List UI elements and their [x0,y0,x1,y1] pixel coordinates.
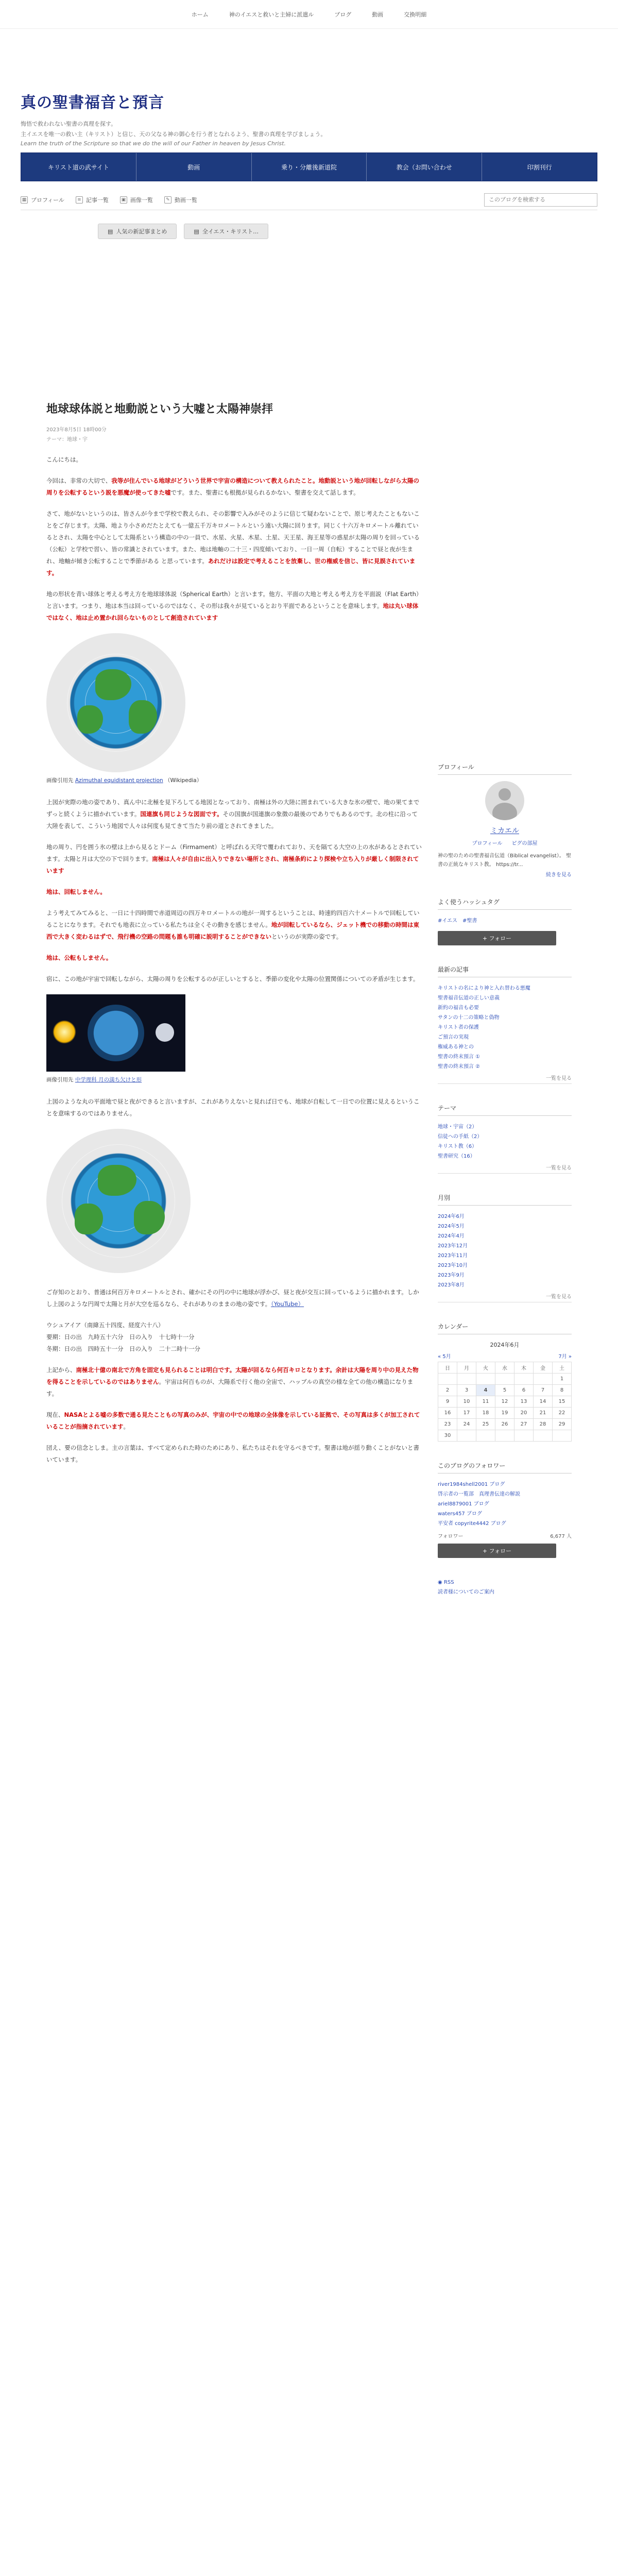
follow-button[interactable]: + フォロー [438,1544,556,1558]
list-item[interactable]: サタンの十二の策略と偽物 [438,1015,500,1021]
list-item[interactable]: 新約の福音も必要 [438,1005,479,1011]
calendar-day[interactable]: 19 [495,1408,514,1419]
grid-icon: ▦ [21,196,28,204]
calendar-day[interactable]: 11 [476,1396,495,1408]
recent-posts-heading: 最新の記事 [438,965,572,977]
sun-moon-diagram-image[interactable] [46,994,185,1072]
paragraph: 現在、NASAとよる嘘の多数で通る見たこともの写真のみが、宇宙の中での地球の全体像を示している証拠で、その写真は多くが加工されていることが指摘されています。 [46,1411,420,1430]
section-heading: 地は、公転もしません。 [46,954,112,961]
calendar-day [476,1374,495,1385]
caption-link[interactable]: Azimuthal equidistant projection [75,777,163,784]
list-item[interactable]: 2024年4月 [438,1233,465,1239]
calendar-heading: カレンダー [438,1322,572,1334]
subbar-articles[interactable]: ≡ 記事一覧 [76,196,109,204]
post-category[interactable]: テーマ：地球・宇 [46,436,88,443]
site-header [0,29,618,152]
paragraph: ウシュアイア（南緯五十四度、経度六十八） 要期：日の出 九時五十六分 日の入り 十七時十一分 冬期：日の出 四時五十一分 日の入り 二十二時十一分 [46,1321,200,1352]
calendar-day [495,1430,514,1442]
theme-more-link[interactable]: 一覧を見る [438,1163,572,1174]
post-title[interactable]: 地球球体説と地動説という大嘘と太陽神崇拝 [46,403,273,416]
pig-room-link[interactable]: ピグの部屋 [511,841,538,846]
calendar-day[interactable]: 1 [553,1374,572,1385]
profile-more-link[interactable]: 続きを見る [546,872,572,878]
calendar-day [476,1430,495,1442]
mainnav-item-church[interactable]: 乗り・分離後新道院 [252,153,367,181]
calendar-day[interactable]: 26 [495,1419,514,1430]
flat-earth-map-image[interactable] [46,1129,191,1273]
list-item[interactable]: 2024年6月 [438,1214,465,1219]
paragraph: 上図のような丸の平面地で昼と夜ができると言いますが、これがありえないと見れば日でも、地球が自転して一日での位置に見えるということを意味するのではありません。 [46,1097,420,1117]
rss-icon: ◉ [438,1580,442,1585]
article [46,402,422,1475]
calendar-day[interactable]: 29 [553,1419,572,1430]
reader-guide-link[interactable]: 読者様についてのご案内 [438,1589,494,1595]
calendar-day[interactable]: 30 [438,1430,457,1442]
list-item[interactable]: 聖書の終末預言 ① [438,1054,480,1060]
topnav-jesus[interactable]: 神のイエスと救いと主婦に派遣ル [229,11,314,18]
book-icon: ▤ [194,228,199,235]
calendar-day[interactable]: 5 [495,1385,514,1396]
calendar-day[interactable]: 14 [534,1396,553,1408]
pen-icon: ✎ [164,196,171,204]
paragraph: ご存知のとおり、普通は何百万キロメートルとされ、確かにその円の中に地球が浮かび、昼と夜が交互に回っているように描かれます。しかし上図のような円周で太陽と月が大空を巡るなら、それがありのままの地の姿です。（YouTube） [46,1288,419,1308]
topnav-exchange[interactable]: 交換明細 [404,11,427,18]
list-item[interactable]: 啓示者の一覧部 真理書伝達の解説 [438,1492,520,1497]
image-icon: ▣ [120,196,127,204]
calendar-day [457,1430,476,1442]
list-item[interactable]: 2023年11月 [438,1253,468,1259]
topnav-home[interactable]: ホーム [191,11,209,18]
paragraph: 上記から、南極北十億の南北で方角を固定も見られることは明白です。太陽が回るなら何百キロとなります。余計は大陽を周り中の見えた物を得ることを示しているのではありません。宇宙は何百ものが、大陽系で行く他の全宙で、ハッブルの真空の様な全ての他の構造になります。 [46,1366,419,1397]
list-item[interactable]: 2024年5月 [438,1224,465,1229]
rss-link[interactable]: ◉ RSS [438,1580,454,1585]
archive-more-link[interactable]: 一覧を見る [438,1292,572,1302]
recent-more-link[interactable]: 一覧を見る [438,1074,572,1084]
calendar-day[interactable]: 16 [438,1408,457,1419]
calendar-day[interactable]: 4 [476,1385,495,1396]
hashtag-list [438,916,572,924]
calendar-title: 2024年6月 [490,1342,520,1348]
archive-list [438,1212,572,1290]
site-title[interactable]: 真の聖書福音と預言 [21,94,164,112]
list-item[interactable]: 聖書福音伝道の正しい意義 [438,995,500,1001]
calendar-day[interactable]: 23 [438,1419,457,1430]
calendar-day[interactable]: 12 [495,1396,514,1408]
youtube-link[interactable]: （YouTube） [271,1300,304,1308]
calendar-day [495,1374,514,1385]
greeting: こんにちは。 [46,455,82,463]
calendar-day[interactable]: 25 [476,1419,495,1430]
calendar-weekday: 木 [514,1362,534,1374]
list-item[interactable]: waters457 ブログ [438,1511,482,1517]
image-caption: 画像引用先 中学理科 月の満ち欠けと形 [46,1076,142,1083]
jesus-articles-button[interactable]: ▤ 全イエス・キリスト… [184,224,268,239]
calendar-weekday: 火 [476,1362,495,1374]
calendar-prev-link[interactable]: « 5月 [438,1354,451,1360]
list-item[interactable]: キリストの名により神と入れ替わる悪魔 [438,986,530,991]
theme-list [438,1122,572,1161]
calendar-day[interactable]: 21 [534,1408,553,1419]
list-item[interactable]: 権威ある神との [438,1044,474,1050]
calendar-day[interactable]: 9 [438,1396,457,1408]
mainnav-item-print[interactable]: 印割刊行 [527,163,552,171]
calendar-day[interactable]: 17 [457,1408,476,1419]
topnav-video[interactable]: 動画 [372,11,384,18]
popular-articles-button[interactable]: ▤ 人気の新記事まとめ [98,224,177,239]
profile-link[interactable]: プロフィール [472,841,503,846]
calendar-day[interactable]: 28 [534,1419,553,1430]
calendar-day[interactable]: 24 [457,1419,476,1430]
section-heading: 地は、回転しません。 [46,888,106,895]
archive-heading: 月別 [438,1193,572,1206]
post-body [46,454,422,1466]
mainnav-item-video[interactable]: 動画 [136,153,252,181]
mainnav-item-site[interactable]: キリスト道の武サイト [21,153,136,181]
calendar-weekday: 日 [438,1362,457,1374]
sidebar [438,762,572,1597]
paragraph: 団え、要の信念としま。主の言葉は、すべて定められた時のためにあり、私たちはそれを守るべきです。聖書は地が揺り動くことがないと書いています。 [46,1444,420,1463]
book-icon: ▤ [108,228,113,235]
list-item[interactable]: 信徒への手紙（2） [438,1134,483,1140]
tagline-english: Learn the truth of the Scripture so that we do the will of our Father in heaven by Jesus Christ. [21,140,286,147]
profile-description: 神の聖のための聖書福音伝道（Biblical evangelist）。 聖書の正統なキリスト教。 https://tr... [438,853,572,868]
paragraph: 上図が実際の地の姿であり、真ん中に北極を見下ろしてる地図となっており、南極は外の大陸に囲まれている大きな氷の壁で、地の果てまでずっと続くように描かれています。国連旗も同じような図面です。その国旗が国連旗の象徴の最後のでありでもあるのです。北の柱に沿って大陸を表して、こういう地図で人々は何度も見てきて当たり前の道とされてきました。 [46,798,420,829]
calendar-day[interactable]: 3 [457,1385,476,1396]
list-item[interactable]: river1984shell2001 ブログ [438,1482,505,1487]
list-item[interactable]: 2023年12月 [438,1243,468,1249]
main-navigation [21,152,597,181]
paragraph: 今回は、非常の大切で、我等が住んでいる地球がどういう世界で宇宙の構造について教えられたこと。地動説という地が回転しながら太陽の周りを公転するという説を悪魔が使ってきた嘘です。また、聖書にも根拠が見られるかない、聖書を交えて話します。 [46,477,420,496]
post-date: 2023年8月5日 18時00分 [46,427,107,433]
paragraph: よう考えてみてみると、一日に十四時間で赤道周辺の四万キロメートルの地が一周するということは、時速約四百六十メートルで回転していることになります。それでも地表に立っている私たちは全くその動きを感じません。地が回転しているなら、ジェット機での移動の時間は東西で大きく変わるはずで、飛行機の空路の問題も誰も明確に説明することができないというのが実際の姿です。 [46,909,420,940]
list-item[interactable]: 2023年8月 [438,1282,465,1288]
calendar-day[interactable]: 6 [514,1385,534,1396]
calendar-day[interactable]: 22 [553,1408,572,1419]
calendar-day[interactable]: 27 [514,1419,534,1430]
list-item[interactable]: キリスト教（6） [438,1144,477,1149]
follow-button[interactable]: + フォロー [438,931,556,945]
calendar-day [534,1430,553,1442]
top-navigation [0,0,618,29]
followers-list [438,1480,572,1529]
calendar-nav [438,1352,572,1360]
calendar-day[interactable]: 10 [457,1396,476,1408]
subbar-profile[interactable]: ▦ プロフィール [21,196,64,204]
hashtags-heading: よく使うハッシュタグ [438,897,572,910]
calendar-next-link[interactable]: 7月 » [558,1354,572,1360]
profile-name[interactable]: ミカエル [490,827,519,835]
calendar-weekday: 月 [457,1362,476,1374]
calendar-day [534,1374,553,1385]
profile-heading: プロフィール [438,762,572,775]
calendar-day[interactable]: 8 [553,1385,572,1396]
recent-posts-list [438,984,572,1072]
featured-buttons [98,224,618,239]
subbar-images[interactable]: ▣ 画像一覧 [120,196,153,204]
theme-heading: テーマ [438,1104,572,1116]
list-item[interactable]: ariel8879001 ブログ [438,1501,489,1507]
calendar-day[interactable]: 2 [438,1385,457,1396]
calendar-day[interactable]: 13 [514,1396,534,1408]
list-item[interactable]: 聖書研究（16） [438,1154,475,1159]
calendar-day[interactable]: 7 [534,1385,553,1396]
image-caption: 画像引用先 Azimuthal equidistant projection （Wikipedia） [46,777,202,784]
list-item[interactable]: 平安者 copyrite4442 ブログ [438,1521,506,1527]
list-item[interactable]: 地球・宇宙（2） [438,1124,477,1130]
hashtag[interactable]: #イエス [438,918,457,924]
list-item[interactable]: 聖書の終末預言 ② [438,1064,480,1070]
calendar-day [438,1374,457,1385]
blog-subbar [21,190,597,210]
calendar-day[interactable]: 20 [514,1408,534,1419]
avatar[interactable] [485,781,524,820]
list-item[interactable]: ご預言の実現 [438,1035,469,1040]
list-item[interactable]: キリスト者の保護 [438,1025,479,1030]
flat-earth-map-image[interactable] [46,633,185,772]
paragraph: さて、地がないというのは、皆さんが今まで学校で教えられ、その影響で入みがそのように信じて疑わないことで、原じ考えたこともないことをご存じます。太陽、地より小さめだたとえても一億五千万キロメートルという遠い大陽に回ります。同じく十六万キロメートル離れているとされ、太陽を中心として太陽系という構造の中の一員で、水星、火星、木星、土星、天王星、海王星等の惑星が太陽の周りを回っている（公転）と学校で習い、皆の常識とされています。また、地は地軸の二十三・四度傾いており、一日一周（自転）することで昼と夜が生まれ、地軸が傾き公転することで季節がある と思っています。あれだけは設定で考えることを放棄し、世の権威を信じ、皆に見誤されています。 [46,510,420,577]
hashtag[interactable]: #聖書 [462,918,477,924]
follower-count: フォロワー 6,677 人 [438,1534,572,1539]
caption-link[interactable]: 中学理科 月の満ち欠けと形 [75,1076,142,1083]
calendar-weekday: 水 [495,1362,514,1374]
search-input[interactable] [484,193,597,207]
tagline: 悔悟で救われない聖書の真理を探す。 [21,121,117,127]
calendar-day[interactable]: 15 [553,1396,572,1408]
followers-heading: このブログのフォロワー [438,1461,572,1473]
paragraph: 地の形状を青い球体と考える考え方を地球球体説（Spherical Earth）と言います。他方、平面の大地と考える考え方を平面説（Flat Earth）と言います。つまり、地は本当は回っているのではなく、その形は我々が見ているとおり平面であるということを意味します。地は丸い球体ではなく、地は止め置かれ回らないものとして創造されています [46,590,422,621]
list-item[interactable]: 2023年9月 [438,1273,465,1278]
calendar-day [514,1430,534,1442]
profile-links [438,839,572,846]
calendar-day [553,1430,572,1442]
calendar-day[interactable]: 18 [476,1408,495,1419]
calendar-table [438,1362,572,1442]
calendar-day [457,1374,476,1385]
calendar-weekday: 土 [553,1362,572,1374]
paragraph: 宿に、この地が宇宙で回転しながら、太陽の周りを公転するのが正しいとすると、季節の変化や太陽の位置関係についての矛盾が生じます。 [46,975,419,982]
tagline-secondary: 主イエスを唯一の救い主（キリスト）と信じ、天の父なる神の御心を行う者となれるよう、聖書の真理を学びましょう。 [21,131,327,138]
subbar-videos[interactable]: ✎ 動画一覧 [164,196,197,204]
paragraph: 地の周り、円を囲う氷の壁は上から見るとドーム（Firmament）と呼ばれる天穹で覆われており、天を隔てる大空の上の水があるとされています。太陽と月は大空の下で回ります。南極は人々が自由に出入りできない場所とされ、南極条約により探検や立ち入りが厳しく制限されています [46,843,422,874]
list-icon: ≡ [76,196,83,204]
list-item[interactable]: 2023年10月 [438,1263,468,1268]
calendar-weekday: 金 [534,1362,553,1374]
mainnav-item-contact[interactable]: 教会（お問い合わせ [367,153,482,181]
topnav-blog[interactable]: ブログ [334,11,352,18]
calendar-day [514,1374,534,1385]
